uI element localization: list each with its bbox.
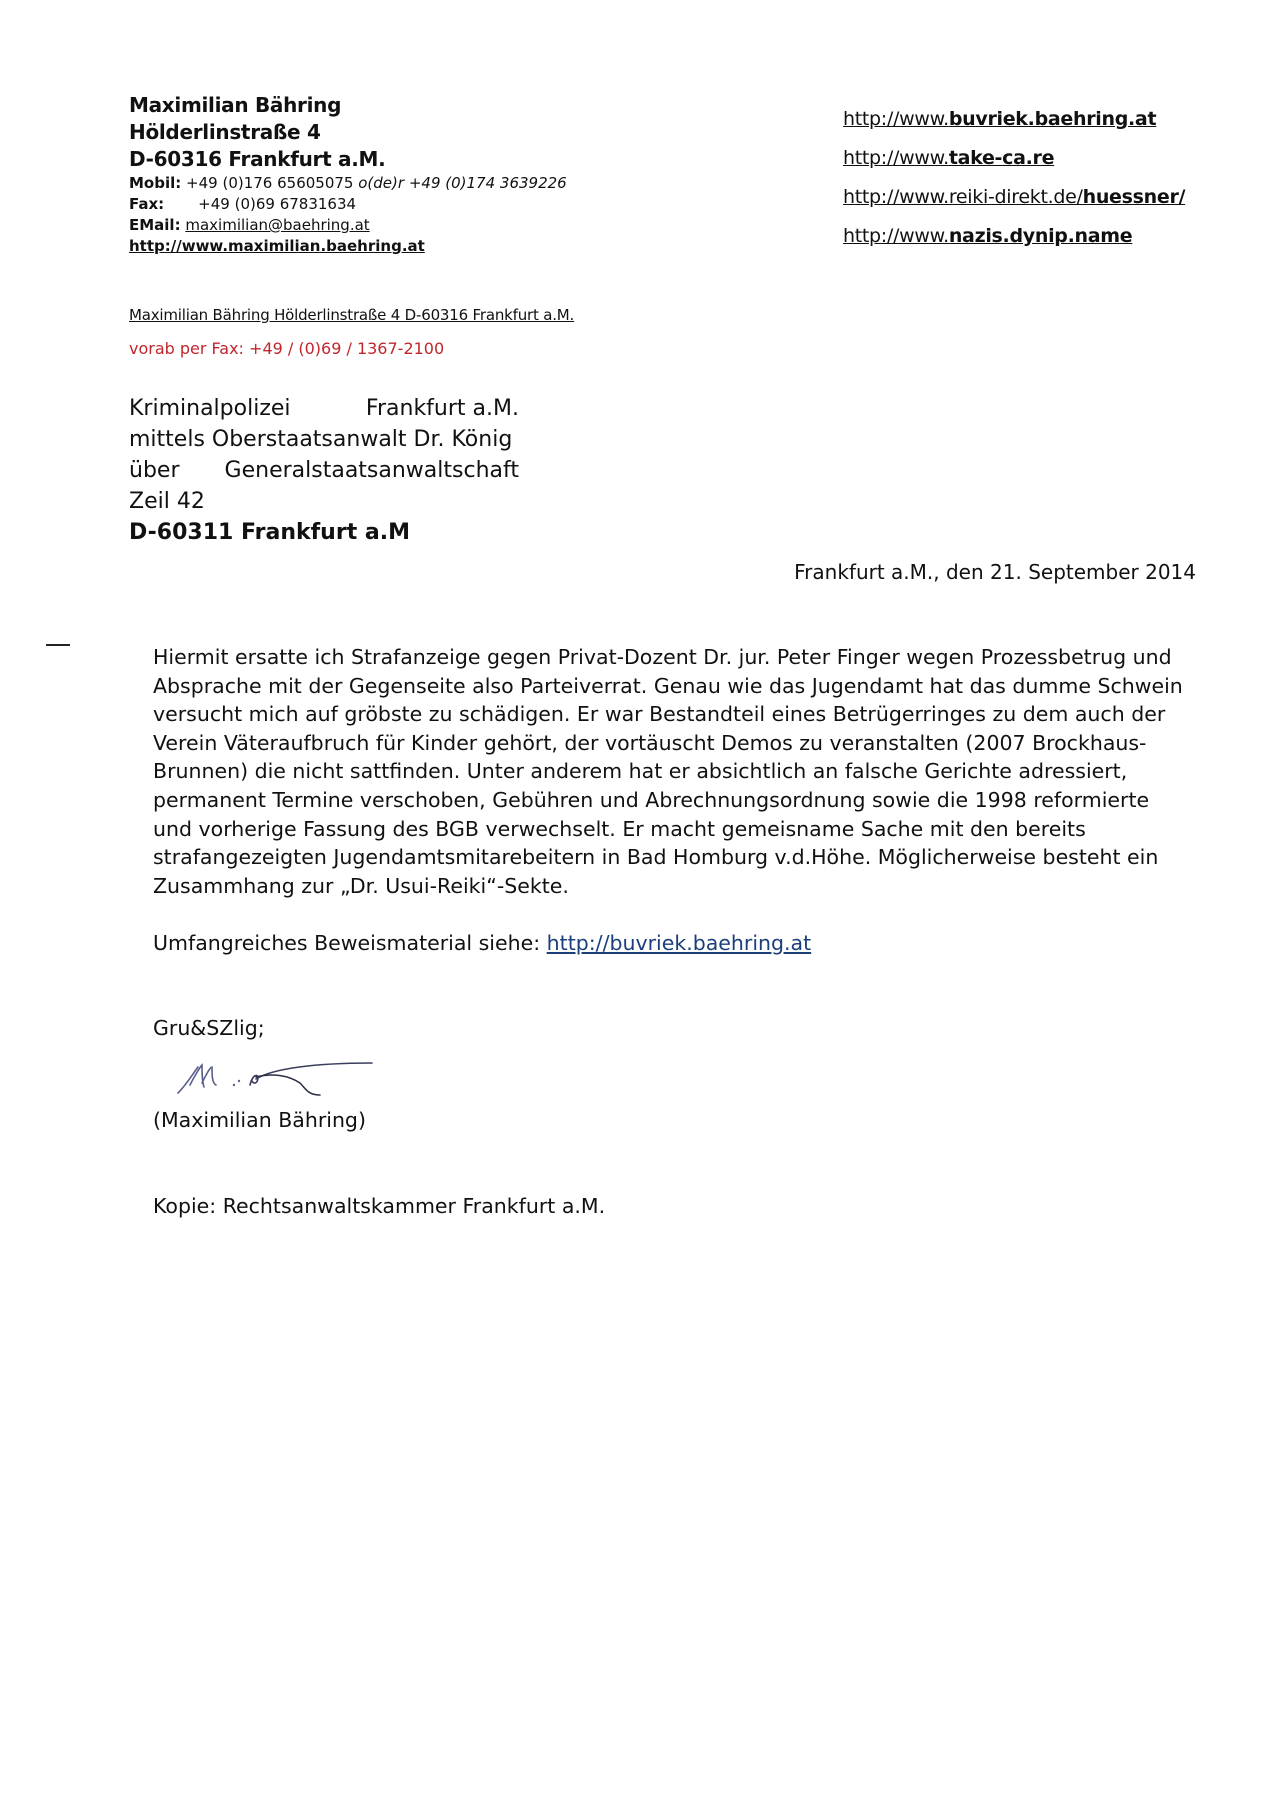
sender-street: Hölderlinstraße 4: [129, 120, 321, 144]
fax-number: +49 (0)69 67831634: [198, 195, 357, 213]
sender-email: [129, 215, 567, 236]
evidence-link[interactable]: http://buvriek.baehring.at: [546, 931, 812, 955]
recipient-line-4: Zeil 42: [129, 489, 205, 514]
link-nazis-dynip[interactable]: http://www.nazis.dynip.name: [843, 225, 1133, 247]
mobile-label: Mobil:: [129, 174, 182, 192]
fax-label: Fax:: [129, 195, 165, 213]
sender-fax: [129, 194, 567, 215]
date-line: Frankfurt a.M., den 21. September 2014: [794, 560, 1196, 584]
body-paragraph: Hiermit ersatte ich Strafanzeige gegen Privat-Dozent Dr. jur. Peter Finger wegen Prozessbetrug und Absprache mit der Gegenseite also Parteiverrat. Genau wie das Jugendamt hat das dumme Schwein versucht mich auf gröbste zu schädigen. Er war Bestandteil eines Betrügerringes zu dem auch der Verein Väteraufbruch für Kinder gehört, der vortäuscht Demos zu veranstalten (2007 Brockhaus-Brunnen) die nicht sattfinden. Unter anderem hat er absichtlich an falsche Gerichte adressiert, permanent Termine verschoben, Gebühren und Abrechnungsordnung sowie die 1998 reformierte und vorherige Fassung des BGB verwechselt. Er macht gemeisname Sache mit den bereits strafangezeigten Jugendamtsmitarebeitern in Bad Homburg v.d.Höhe. Möglicherweise besteht ein Zusammhang zur „Dr. Usui-Reiki“-Sekte.: [153, 645, 1183, 898]
sender-city: D-60316 Frankfurt a.M.: [129, 147, 386, 171]
closing: Gru&SZlig;: [153, 1016, 265, 1040]
copy-recipient: Kopie: Rechtsanwaltskammer Frankfurt a.M.: [153, 1194, 606, 1218]
email-link[interactable]: maximilian@baehring.at: [185, 216, 370, 234]
signed-name: (Maximilian Bähring): [153, 1108, 366, 1132]
vorab-fax-note: vorab per Fax: +49 / (0)69 / 1367-2100: [129, 339, 445, 358]
recipient-line-5: D-60311 Frankfurt a.M: [129, 520, 410, 545]
recipient-block: [129, 393, 519, 548]
link-reiki-direkt[interactable]: http://www.reiki-direkt.de/huessner/: [843, 186, 1186, 208]
mobile-separator: o(de)r: [358, 174, 405, 192]
letter-body: [153, 643, 1183, 900]
evidence-label: Umfangreiches Beweismaterial siehe:: [153, 931, 541, 955]
link-list: [843, 100, 1185, 256]
email-label: EMail:: [129, 216, 181, 234]
mobile-primary: +49 (0)176 65605075: [186, 174, 354, 192]
signature-image: [172, 1055, 382, 1105]
link-buvriek[interactable]: http://www.buvriek.baehring.at: [843, 108, 1157, 130]
recipient-line-1: Kriminalpolizei Frankfurt a.M.: [129, 396, 519, 421]
sender-name: Maximilian Bähring: [129, 93, 342, 117]
evidence-line: [153, 931, 811, 955]
link-take-care[interactable]: http://www.take-ca.re: [843, 147, 1055, 169]
sender-block: [129, 92, 567, 257]
sender-mobile: [129, 173, 567, 194]
return-address: Maximilian Bähring Hölderlinstraße 4 D-60316 Frankfurt a.M.: [129, 306, 575, 324]
mobile-secondary: +49 (0)174 3639226: [408, 174, 567, 192]
fold-mark: [46, 644, 70, 646]
recipient-line-2: mittels Oberstaatsanwalt Dr. König: [129, 427, 513, 452]
sender-website-link[interactable]: http://www.maximilian.baehring.at: [129, 237, 425, 255]
recipient-line-3: über Generalstaatsanwaltschaft: [129, 458, 519, 483]
